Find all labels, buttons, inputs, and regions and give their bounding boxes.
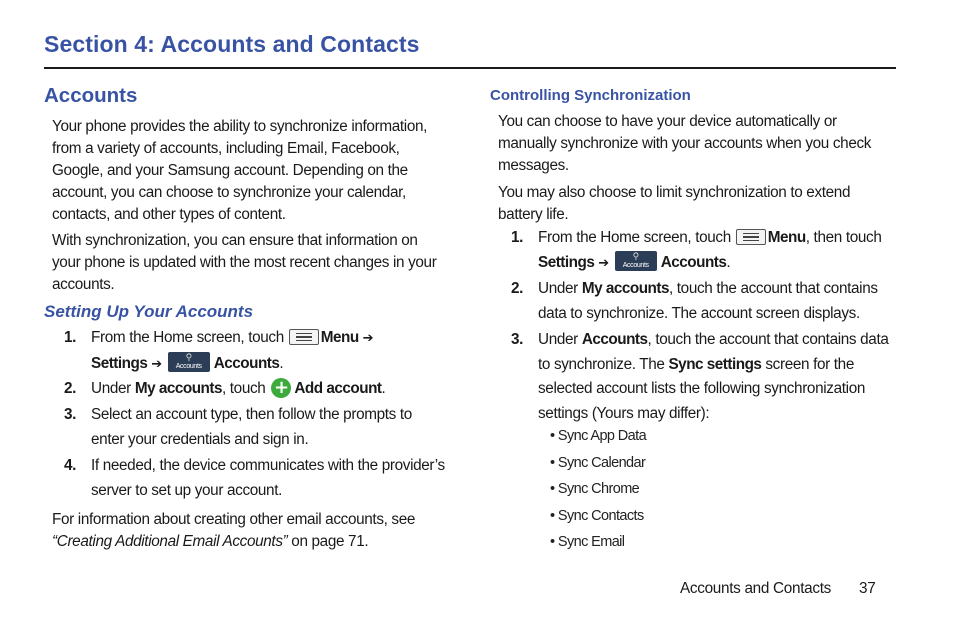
my-accounts-label: My accounts (581, 280, 669, 297)
punct: . (381, 380, 386, 397)
step-number: 3. (64, 406, 77, 423)
cross-reference-link[interactable]: “Creating Additional Email Accounts” (52, 533, 288, 550)
sync-paragraph (52, 230, 436, 296)
accounts-icon: ⚲ Accounts (615, 251, 657, 271)
section-title: Section 4: Accounts and Contacts (44, 31, 420, 57)
text-line: messages. (498, 157, 569, 174)
add-icon: + (271, 378, 291, 398)
controlling-sync-heading: Controlling Synchronization (490, 87, 691, 104)
step-number: 1. (511, 229, 524, 246)
bullet-text: Sync Contacts (557, 508, 644, 524)
intro-paragraph (52, 116, 427, 226)
step-text: , touch the account that contains (668, 280, 878, 297)
menu-label: Menu (767, 229, 806, 246)
step-text: Select an account type, then follow the prompts to (91, 406, 412, 423)
text-line: accounts. (52, 276, 115, 293)
step-text: selected account lists the following synchronization (538, 380, 866, 397)
accounts-label: Accounts (660, 253, 727, 271)
accounts-label: Accounts (213, 354, 280, 372)
left-step-1 (64, 326, 451, 377)
info-paragraph (52, 509, 415, 553)
step-text: to synchronize. The (538, 355, 665, 373)
limit-paragraph (498, 182, 850, 226)
arrow-icon: ➔ (598, 255, 609, 271)
bullet-item: • Sync Chrome (550, 481, 640, 497)
text-line: Google, and your Samsung account. Depending on the (52, 162, 408, 179)
accounts-label: Accounts (581, 331, 648, 348)
bullet-item: • Sync Contacts (550, 508, 644, 524)
text-line: For information about creating other email accounts, see (52, 511, 416, 528)
footer-section-label: Accounts and Contacts (680, 580, 832, 597)
setting-up-accounts-heading: Setting Up Your Accounts (44, 302, 254, 321)
step-text: , touch the account that contains data (647, 331, 889, 348)
bullet-text: Sync Calendar (557, 455, 646, 471)
step-text: Under (538, 331, 578, 348)
my-accounts-label: My accounts (134, 380, 222, 397)
bullet-item: • Sync App Data (550, 428, 647, 444)
step-number: 1. (64, 329, 77, 346)
choose-paragraph (498, 111, 871, 177)
text-line: battery life. (498, 206, 569, 223)
page-number: 37 (859, 580, 876, 597)
step-text: server to set up your account. (91, 481, 283, 499)
punct: . (726, 253, 731, 271)
right-step-2 (511, 277, 898, 326)
bullet-text: Sync Chrome (557, 481, 640, 497)
step-number: 3. (511, 331, 524, 348)
right-step-3 (511, 328, 918, 426)
text-line: your phone is updated with the most recent changes in your (52, 254, 437, 271)
accounts-heading: Accounts (44, 84, 138, 107)
step-text: Under (91, 380, 131, 397)
arrow-icon: ➔ (151, 356, 162, 372)
add-account-label: Add account (294, 380, 382, 397)
text-line: Your phone provides the ability to synchronize information, (52, 118, 428, 135)
step-text: data to synchronize. The account screen displays. (538, 304, 860, 322)
accounts-icon-label: Accounts (175, 363, 202, 371)
bullet-text: Sync Email (557, 534, 625, 550)
left-step-2 (64, 376, 451, 402)
settings-label: Settings (538, 253, 595, 271)
step-number: 4. (64, 457, 77, 474)
text-line: on page 71. (287, 533, 369, 550)
step-text: From the Home screen, touch (538, 229, 731, 246)
text-line: With synchronization, you can ensure that information on (52, 232, 418, 249)
text-line: from a variety of accounts, including Email, Facebook, (52, 140, 400, 157)
step-text: , touch (221, 380, 266, 397)
accounts-icon-label: Accounts (622, 262, 649, 270)
section-divider (44, 67, 896, 69)
step-text: screen for the (761, 355, 854, 373)
text-line: You may also choose to limit synchronization to extend (498, 184, 851, 201)
step-text: , then touch (805, 229, 882, 246)
text-line: contacts, and other types of content. (52, 206, 286, 223)
right-step-1 (511, 226, 898, 276)
menu-icon (289, 329, 319, 345)
settings-label: Settings (91, 354, 148, 372)
menu-icon (736, 229, 766, 245)
step-text: enter your credentials and sign in. (91, 430, 309, 448)
step-text: From the Home screen, touch (91, 329, 284, 346)
step-number: 2. (511, 280, 524, 297)
step-text: If needed, the device communicates with the provider’s (91, 457, 445, 474)
bullet-text: Sync App Data (557, 428, 647, 444)
bullet-item: • Sync Calendar (550, 455, 646, 471)
step-text: Under (538, 280, 578, 297)
text-line: manually synchronize with your accounts when you check (498, 135, 872, 152)
arrow-icon: ➔ (362, 331, 374, 346)
text-line: You can choose to have your device automatically or (498, 113, 837, 130)
bullet-item: • Sync Email (550, 534, 625, 550)
step-text: settings (Yours may differ): (538, 404, 710, 422)
left-step-4 (64, 454, 461, 503)
left-step-3 (64, 403, 451, 452)
punct: . (279, 354, 284, 372)
menu-label: Menu (320, 329, 359, 346)
sync-settings-label: Sync settings (668, 355, 762, 373)
text-line: account, you can choose to synchronize your calendar, (52, 184, 406, 201)
step-number: 2. (64, 380, 77, 397)
accounts-icon: ⚲ Accounts (168, 352, 210, 372)
